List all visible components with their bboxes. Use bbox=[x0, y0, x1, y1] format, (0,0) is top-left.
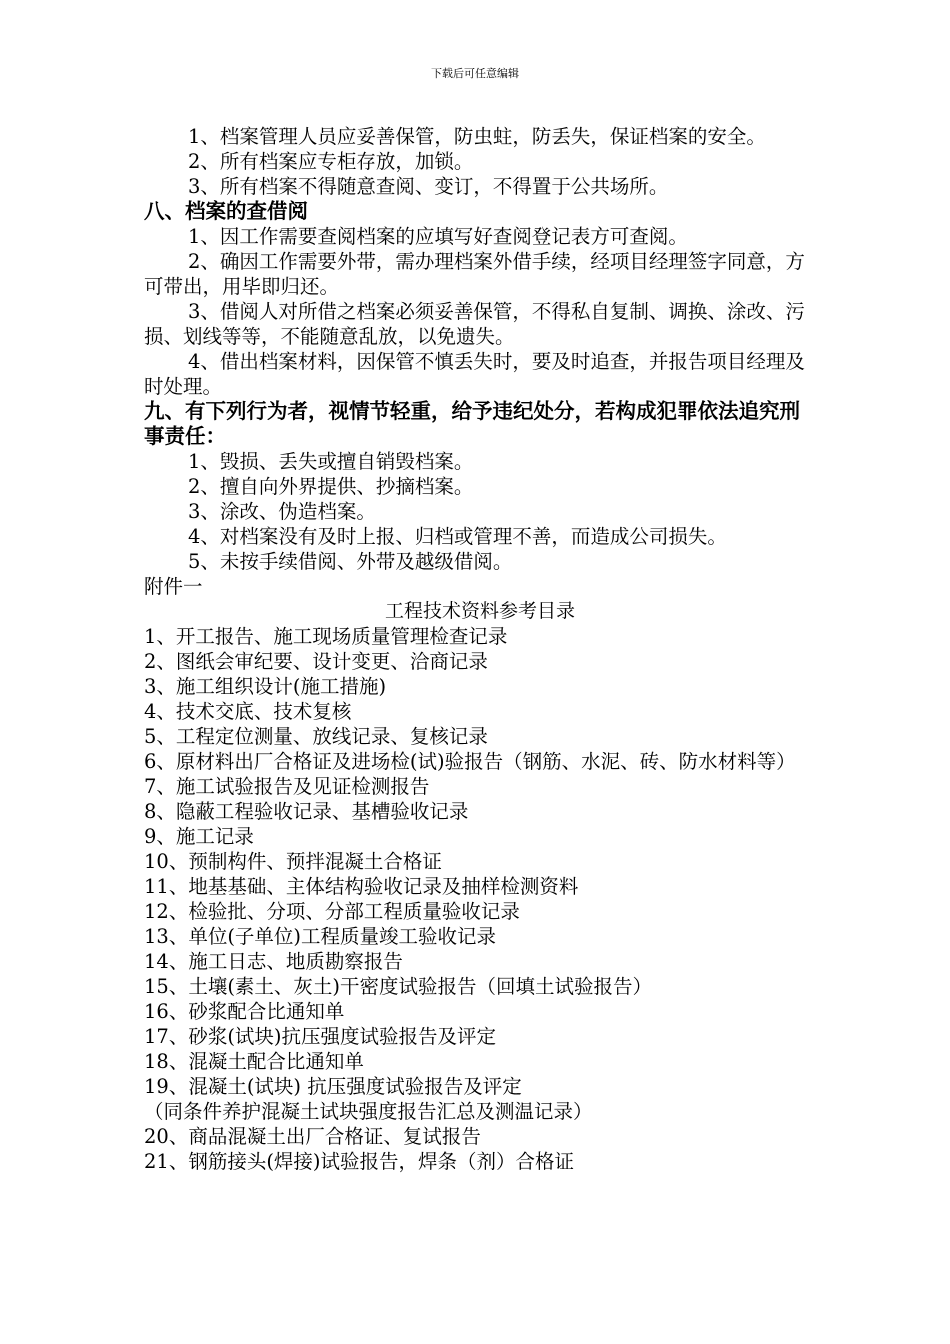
section9-item-2: 2、擅自向外界提供、抄摘档案。 bbox=[188, 475, 474, 498]
appendix-title: 工程技术资料参考目录 bbox=[384, 600, 575, 622]
section7-item-2: 2、所有档案应专柜存放，加锁。 bbox=[188, 150, 474, 173]
section7-item-3: 3、所有档案不得随意查阅、变订，不得置于公共场所。 bbox=[188, 175, 669, 198]
appendix-label: 附件一 bbox=[144, 575, 203, 598]
list-item: 7、施工试验报告及见证检测报告 bbox=[144, 775, 430, 798]
list-item: 8、隐蔽工程验收记录、基槽验收记录 bbox=[144, 800, 469, 823]
section9-heading: 九、有下列行为者，视情节轻重，给予违纪处分，若构成犯罪依法追究刑事责任： bbox=[144, 399, 800, 448]
page-header: 下载后可任意编辑 bbox=[431, 67, 519, 80]
list-item: 19、混凝土(试块) 抗压强度试验报告及评定 bbox=[144, 1075, 522, 1098]
list-item: 17、砂浆(试块)抗压强度试验报告及评定 bbox=[144, 1025, 497, 1048]
list-item: 21、钢筋接头(焊接)试验报告，焊条（剂）合格证 bbox=[144, 1150, 575, 1173]
list-item: （同条件养护混凝土试块强度报告汇总及测温记录） bbox=[144, 1100, 593, 1123]
section9-item-1: 1、毁损、丢失或擅自销毁档案。 bbox=[188, 450, 474, 473]
list-item: 6、原材料出厂合格证及进场检(试)验报告（钢筋、水泥、砖、防水材料等） bbox=[144, 750, 796, 773]
document-body bbox=[144, 124, 816, 1174]
list-item: 10、预制构件、预拌混凝土合格证 bbox=[144, 850, 442, 873]
section8-item-2: 2、确因工作需要外带，需办理档案外借手续，经项目经理签字同意，方可带出，用毕即归还。 bbox=[144, 250, 805, 298]
section8-item-3: 3、借阅人对所借之档案必须妥善保管，不得私自复制、调换、涂改、污损、划线等等，不能随意乱放，以免遗失。 bbox=[144, 300, 805, 348]
list-item: 13、单位(子单位)工程质量竣工验收记录 bbox=[144, 925, 497, 948]
list-item: 4、技术交底、技术复核 bbox=[144, 700, 352, 723]
section8-heading: 八、档案的查借阅 bbox=[144, 199, 308, 223]
section7-item-1: 1、档案管理人员应妥善保管，防虫蛀，防丢失，保证档案的安全。 bbox=[188, 125, 766, 148]
list-item: 5、工程定位测量、放线记录、复核记录 bbox=[144, 725, 488, 748]
list-item: 9、施工记录 bbox=[144, 825, 254, 848]
list-item: 1、开工报告、施工现场质量管理检查记录 bbox=[144, 625, 508, 648]
list-item: 15、土壤(素土、灰土)干密度试验报告（回填土试验报告） bbox=[144, 975, 653, 998]
list-item: 18、混凝土配合比通知单 bbox=[144, 1050, 364, 1073]
section9-item-4: 4、对档案没有及时上报、归档或管理不善，而造成公司损失。 bbox=[188, 525, 727, 548]
section8-item-1: 1、因工作需要查阅档案的应填写好查阅登记表方可查阅。 bbox=[188, 225, 688, 248]
list-item: 3、施工组织设计(施工措施) bbox=[144, 675, 387, 698]
section9-item-3: 3、涂改、伪造档案。 bbox=[188, 500, 376, 523]
list-item: 16、砂浆配合比通知单 bbox=[144, 1000, 345, 1023]
list-item: 12、检验批、分项、分部工程质量验收记录 bbox=[144, 900, 520, 923]
section8-item-4: 4、借出档案材料，因保管不慎丢失时，要及时追查，并报告项目经理及时处理。 bbox=[144, 350, 805, 398]
list-item: 2、图纸会审纪要、设计变更、洽商记录 bbox=[144, 650, 488, 673]
list-item: 11、地基基础、主体结构验收记录及抽样检测资料 bbox=[144, 875, 579, 898]
section9-item-5: 5、未按手续借阅、外带及越级借阅。 bbox=[188, 550, 513, 573]
list-item: 14、施工日志、地质勘察报告 bbox=[144, 950, 403, 973]
list-item: 20、商品混凝土出厂合格证、复试报告 bbox=[144, 1125, 481, 1148]
